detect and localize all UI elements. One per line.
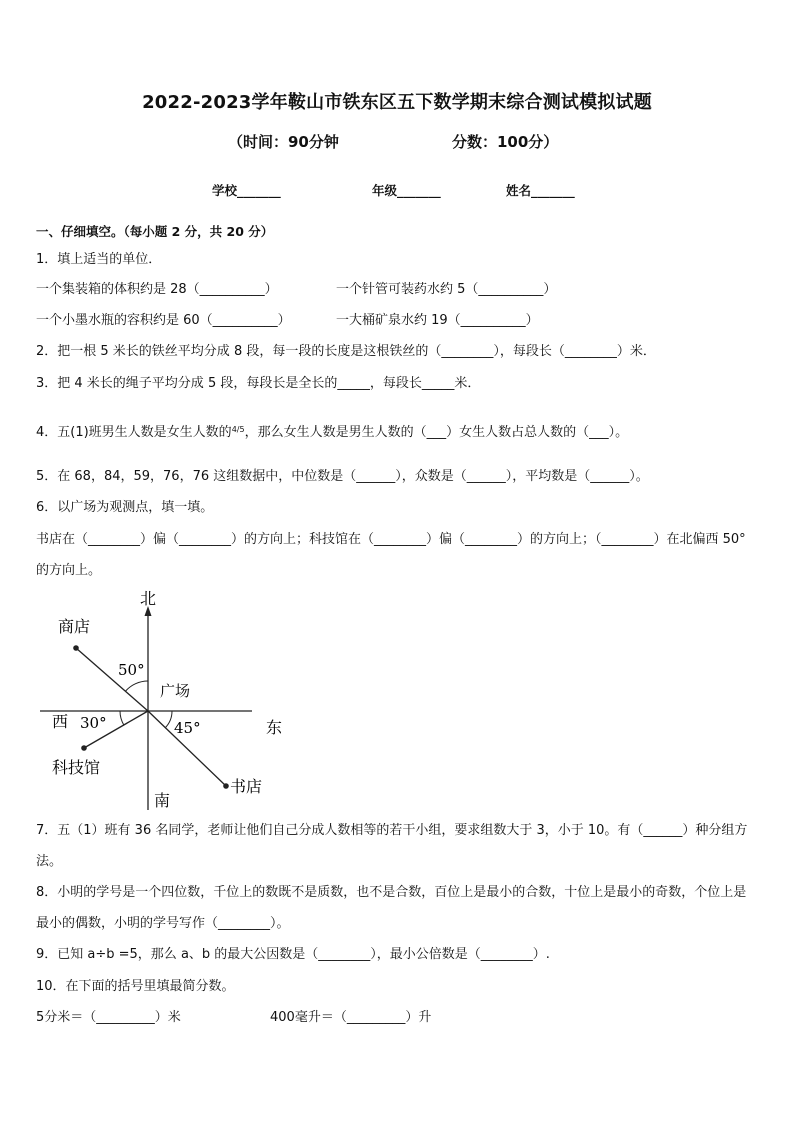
label-center: 广场 [160, 682, 191, 700]
label-shop: 商店 [58, 617, 91, 636]
page-title: 2022-2023学年鞍山市铁东区五下数学期末综合测试模拟试题 [142, 92, 652, 113]
angle-label-museum: 30° [80, 714, 107, 732]
bookstore-point [223, 783, 229, 789]
question-1c: 一个小墨水瓶的容积约是 60（__________） [36, 313, 291, 328]
question-2: 2．把一根 5 米长的铁丝平均分成 8 段，每一段的长度是这根铁丝的（________），每段长（________）米． [36, 344, 656, 359]
question-6-body: 书店在（________）偏（________）的方向上；科技馆在（________）偏（________）的方向上；（________）在北偏西 50°的方向上。 [36, 532, 746, 578]
question-10b: 400毫升＝（_________）升 [270, 1010, 432, 1025]
shop-ray [76, 648, 148, 711]
direction-diagram [40, 588, 300, 812]
question-8: 8．小明的学号是一个四位数，千位上的数既不是质数，也不是合数，百位上是最小的合数，十位上是最小的奇数，个位上是最小的偶数，小明的学号写作（________）。 [36, 885, 747, 931]
question-1a: 一个集装箱的体积约是 28（__________） [36, 282, 278, 297]
question-4 [36, 420, 758, 443]
label-west: 西 [52, 712, 69, 731]
question-7: 7．五（1）班有 36 名同学，老师让他们自己分成人数相等的若干小组，要求组数大于 3，小于 10。有（______）种分组方法。 [36, 823, 748, 869]
angle-arc-shop [125, 681, 148, 691]
label-bookstore: 书店 [230, 777, 263, 796]
name-field: 姓名_______ [506, 183, 575, 198]
question-4-fraction: 4/5 [231, 425, 245, 434]
section-heading: 一、仔细填空。（每小题 2 分，共 20 分） [36, 224, 274, 239]
question-1b: 一个针管可装药水约 5（__________） [336, 282, 557, 297]
school-field: 学校_______ [212, 183, 281, 198]
question-6-stem: 6．以广场为观测点，填一填。 [36, 500, 214, 515]
question-9: 9．已知 a÷b =5，那么 a、b 的最大公因数是（________），最小公倍数是（________）. [36, 947, 550, 962]
question-1d: 一大桶矿泉水约 19（__________） [336, 313, 539, 328]
shop-point [73, 645, 79, 651]
museum-point [81, 745, 87, 751]
exam-score: 分数：100分） [452, 133, 559, 151]
angle-label-bookstore: 45° [174, 719, 201, 737]
label-north: 北 [140, 589, 157, 608]
label-museum: 科技馆 [52, 758, 101, 777]
label-south: 南 [154, 791, 171, 810]
question-4-after: ，那么女生人数是男生人数的（___）女生人数占总人数的（___）。 [244, 425, 629, 440]
angle-arc-bookstore [165, 711, 172, 728]
question-4-before: 4．五(1)班男生人数是女生人数的 [36, 425, 232, 440]
question-10a: 5分米＝（_________）米 [36, 1010, 181, 1025]
grade-field: 年级_______ [372, 183, 441, 198]
angle-arc-museum [120, 711, 124, 725]
question-5: 5．在 68，84，59，76，76 这组数据中，中位数是（______），众数是（______），平均数是（______）。 [36, 469, 649, 484]
question-10-stem: 10．在下面的括号里填最简分数。 [36, 979, 235, 994]
exam-time: （时间：90分钟 [228, 133, 339, 151]
angle-label-shop: 50° [118, 661, 145, 679]
question-1-stem: 1．填上适当的单位． [36, 252, 162, 267]
question-3: 3．把 4 米长的绳子平均分成 5 段，每段长是全长的_____，每段长_____米． [36, 376, 481, 391]
label-east: 东 [266, 718, 283, 737]
